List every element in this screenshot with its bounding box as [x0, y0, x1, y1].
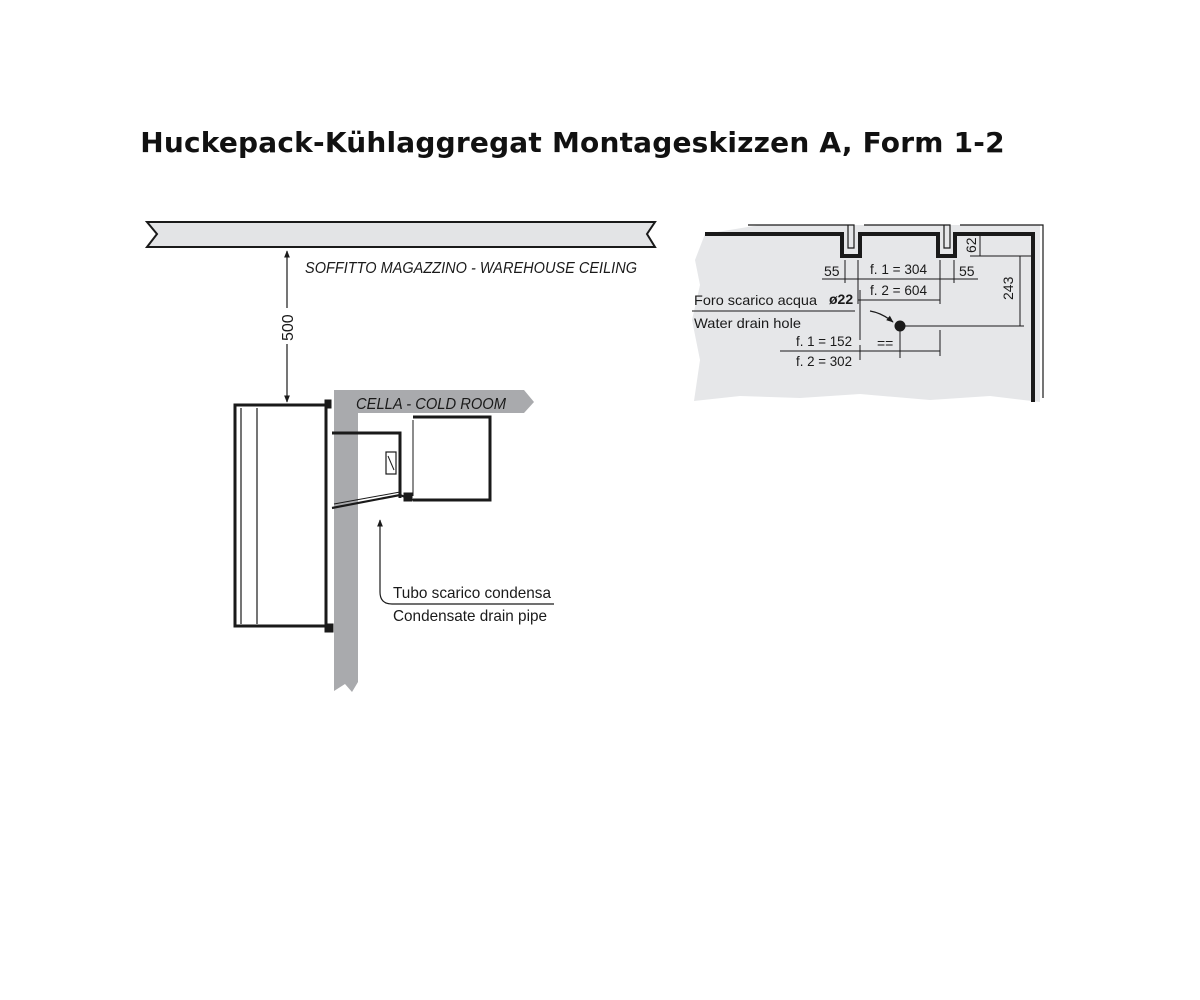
dim-f1-width: f. 1 = 304 — [870, 261, 928, 277]
top-detail-view — [692, 225, 1043, 402]
drain-diameter: ø22 — [829, 291, 854, 307]
dim-f2-width: f. 2 = 604 — [870, 282, 928, 298]
equal-mark: == — [877, 335, 894, 351]
panel-background — [692, 225, 1040, 402]
dim-top-offset: 62 — [963, 237, 979, 253]
dim-right-margin: 55 — [959, 263, 975, 279]
dim-f2-drain: f. 2 = 302 — [796, 353, 853, 369]
drain-pipe-label-it: Tubo scarico condensa — [393, 585, 552, 602]
dim-drain-height: 243 — [1000, 276, 1016, 300]
drain-label-it: Foro scarico acqua — [694, 292, 818, 308]
ceiling-label: SOFFITTO MAGAZZINO - WAREHOUSE CEILING — [305, 260, 637, 277]
drain-pipe-label-en: Condensate drain pipe — [393, 608, 548, 625]
cold-room-wall — [334, 412, 358, 692]
drain-label-en: Water drain hole — [694, 315, 802, 331]
diagram-title: Huckepack-Kühlaggregat Montageskizzen A, Form 1-2 — [140, 126, 1005, 159]
warehouse-ceiling — [147, 222, 655, 247]
dim-left-margin: 55 — [824, 263, 840, 279]
drain-hole — [895, 321, 906, 332]
ceiling-distance-value: 500 — [280, 314, 297, 341]
side-view — [147, 222, 655, 692]
cold-room-label: CELLA - COLD ROOM — [356, 396, 507, 413]
outdoor-unit — [235, 400, 333, 632]
dim-f1-drain: f. 1 = 152 — [796, 333, 853, 349]
